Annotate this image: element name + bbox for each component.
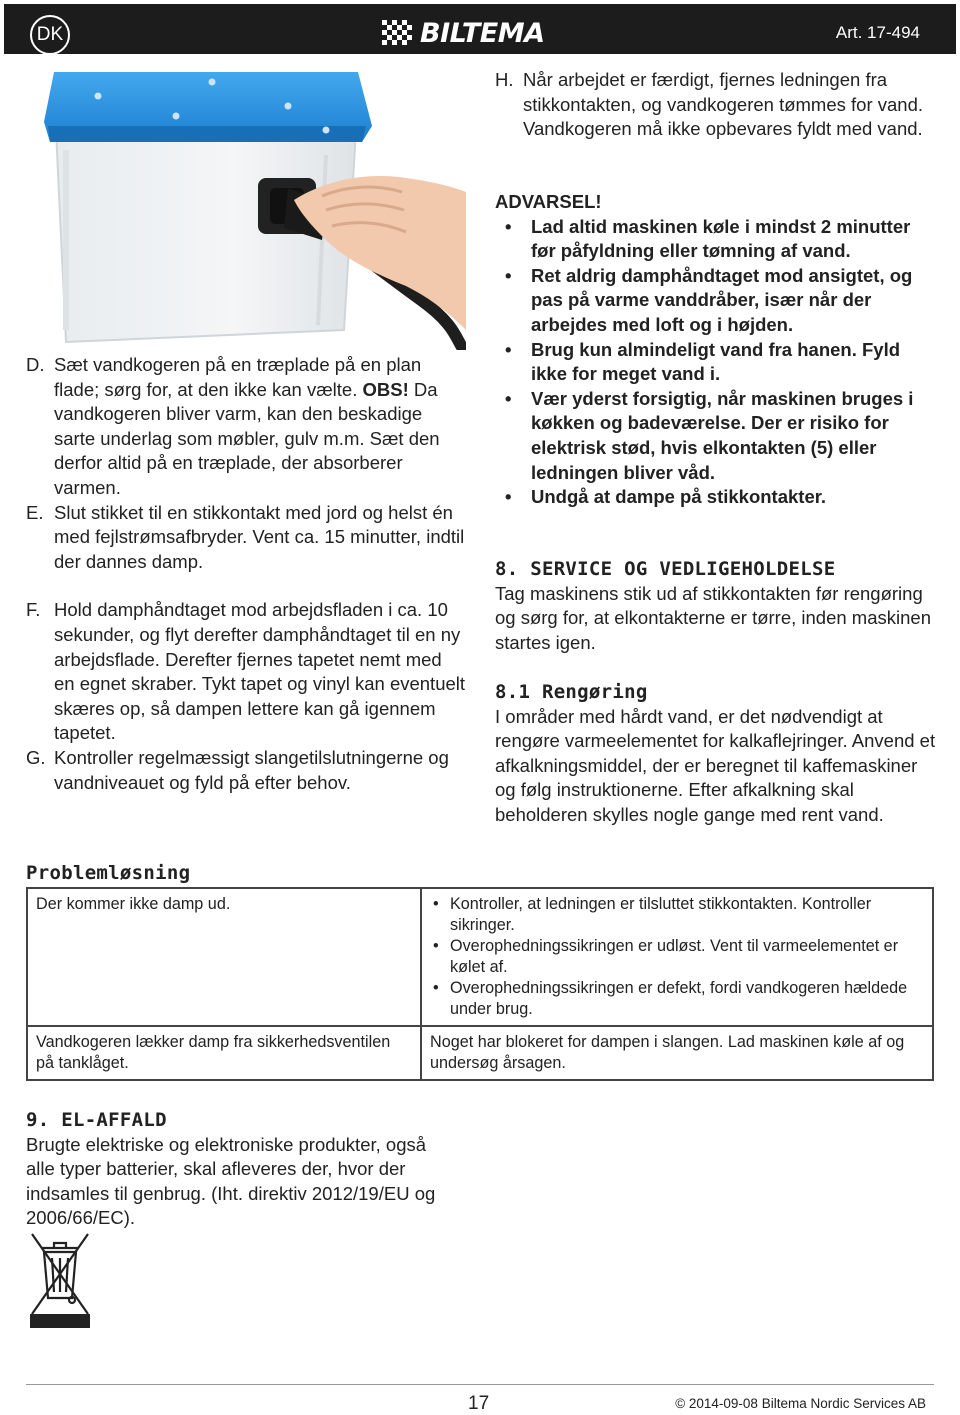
step-label: E. <box>26 501 44 523</box>
table-row <box>27 888 933 1026</box>
section-heading: 8.1 Rengøring <box>495 681 648 703</box>
troubleshooting-heading: Problemløsning <box>26 862 191 884</box>
warning-item: • Lad altid maskinen køle i mindst 2 minutter før påfyldning eller tømning af vand. <box>495 215 937 264</box>
step-text: Sæt vandkogeren på en træplade på en plan flade; sørg for, at den ikke kan vælte. <box>54 354 422 400</box>
step-label: D. <box>26 354 45 375</box>
header-bar <box>4 4 956 54</box>
step-g <box>26 746 466 795</box>
brand-name: BILTEMA <box>420 17 545 49</box>
troubleshooting-table <box>26 887 934 1081</box>
cause-list <box>430 894 924 1020</box>
problem-cell: Vandkogeren lækker damp fra sikkerhedsventilen på tanklåget. <box>27 1026 421 1080</box>
step-text: Slut stikket til en stikkontakt med jord og helst én med fejlstrømsafbryder. Vent ca. 15 minutter, indtil der dannes damp. <box>54 501 465 572</box>
product-photo <box>26 60 466 350</box>
section-text: I områder med hårdt vand, er det nødvendigt at rengøre varmeelementet for kalkaflejringer. Anvend et afkalkningsmiddel, der er beregnet til kaffemaskiner og følg instruktionerne. Efter afkalkning skal beholderen skylles nogle gange med rent vand. <box>495 705 936 825</box>
warning-title: ADVARSEL! <box>495 191 602 212</box>
copyright: © 2014-09-08 Biltema Nordic Services AB <box>675 1396 926 1411</box>
warning-item: • Brug kun almindeligt vand fra hanen. Fyld ikke for meget vand i. <box>495 338 937 387</box>
cause-cell: Noget har blokeret for dampen i slangen. Lad maskinen køle af og undersøg årsagen. <box>421 1026 933 1080</box>
step-label: F. <box>26 599 41 621</box>
cause-item: • Overophedningssikringen er udløst. Vent til varmeelementet er kølet af. <box>430 936 924 978</box>
article-number: Art. 17-494 <box>835 23 920 42</box>
problem-cell: Der kommer ikke damp ud. <box>27 888 421 1026</box>
right-column <box>495 68 935 142</box>
step-f <box>26 598 466 746</box>
warning-item: • Vær yderst forsigtig, når maskinen bruges i køkken og badeværelse. Der er risiko for elektrisk stød, hvis elkontakten (5) eller ledningen bliver våd. <box>495 387 937 485</box>
warning-item: • Ret aldrig damphåndtaget mod ansigtet, og pas på varme vanddråber, især når der arbejdes med loft og i højden. <box>495 264 937 338</box>
section-text: Brugte elektriske og elektroniske produkter, også alle typer batterier, skal afleveres der, hvor der indsamles til genbrug. (Iht. direktiv 2012/19/EU og 2006/66/EC). <box>26 1133 436 1229</box>
cleaning-section <box>495 680 937 828</box>
step-e <box>26 501 466 575</box>
kettle-plug-illustration <box>26 60 466 350</box>
cause-item: • Kontroller, at ledningen er tilsluttet stikkontakten. Kontroller sikringer. <box>430 894 924 936</box>
country-badge: DK <box>30 15 70 55</box>
warning-item: • Undgå at dampe på stikkontakter. <box>495 485 937 510</box>
step-label: G. <box>26 746 46 768</box>
waste-section <box>26 1108 446 1231</box>
section-heading: 8. SERVICE OG VEDLIGEHOLDELSE <box>495 558 836 580</box>
warning-section <box>495 190 937 510</box>
service-section <box>495 557 937 655</box>
obs-note: OBS! <box>362 378 409 400</box>
step-text: Hold damphåndtaget mod arbejdsfladen i ca. 10 sekunder, og flyt derefter damphåndtaget til en ny arbejdsflade. Derefter fjernes tapetet nemt med en egnet skraber. Tykt tapet og vinyl kan eventuelt skæres op, så dampen lettere kan gå igennem tapetet. <box>54 599 466 744</box>
left-column <box>26 353 466 795</box>
warning-list <box>495 215 937 510</box>
step-text: Da vandkogeren bliver varm, kan den beskadige sarte underlag som møbler, gulv m.m. Sæt den derfor altid på en træplade, der absorberer varmen. <box>54 378 440 498</box>
step-text: Når arbejdet er færdigt, fjernes ledningen fra stikkontakten, og vandkogeren tømmes for vand. Vandkogeren må ikke opbevares fyldt med vand. <box>523 69 924 140</box>
cause-item: • Overophedningssikringen er defekt, fordi vandkogeren hældede under brug. <box>430 978 924 1020</box>
page-header <box>0 0 960 58</box>
step-h <box>495 68 935 142</box>
table-row <box>27 1026 933 1080</box>
section-heading: 9. EL-AFFALD <box>26 1109 167 1131</box>
footer-divider <box>26 1384 934 1385</box>
cause-cell <box>421 888 933 1026</box>
step-d <box>26 353 466 501</box>
page-number: 17 <box>468 1393 490 1414</box>
section-text: Tag maskinens stik ud af stikkontakten før rengøring og sørg for, at elkontakterne er tørre, inden maskinen startes igen. <box>495 582 931 653</box>
step-label: H. <box>495 69 514 90</box>
brand-logo <box>382 18 545 48</box>
step-text: Kontroller regelmæssigt slangetilslutningerne og vandniveauet og fyld på efter behov. <box>54 746 449 793</box>
checkered-flag-icon <box>382 20 414 46</box>
crossed-out-wheelie-bin-icon <box>28 1230 92 1330</box>
